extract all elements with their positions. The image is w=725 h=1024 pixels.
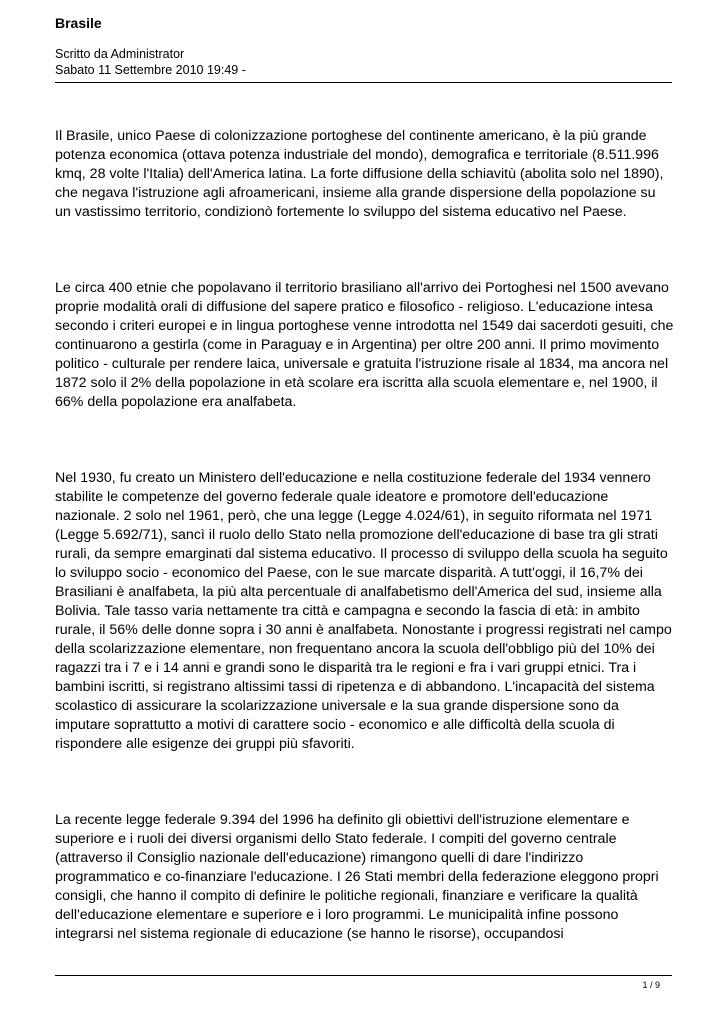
paragraph-3: Nel 1930, fu creato un Ministero dell'educazione e nella costituzione federale del 1934 vennero stabilite le competenze del governo federale quale ideatore e promotore dell'educazione nazionale. 2 solo nel 1961, però, che una legge (Legge 4.024/61), in seguito riformata nel 1971 (Legge 5.692/71), sancì il ruolo dello Stato nella promozione dell'educazione di base tra gli strati rurali, da sempre emarginati dal sistema educativo. Il processo di sviluppo della scuola ha seguito lo sviluppo socio - economico del Paese, con le sue marcate disparità. A tutt'oggi, il 16,7% dei Brasiliani è analfabeta, la più alta percentuale di analfabetismo dell'America del sud, insieme alla Bolivia. Tale tasso varia nettamente tra città e campagna e secondo la fascia di età: in ambito rurale, il 56% delle donne sopra i 30 anni è analfabeta. Nonostante i progressi registrati nel campo della scolarizzazione elementare, non frequentano ancora la scuola dell'obbligo più del 10% dei ragazzi tra i 7 e i 14 anni e grandi sono le disparità tra le regioni e fra i vari gruppi etnici. Tra i bambini iscritti, si registrano altissimi tassi di ripetenza e di abbandono. L'incapacità del sistema scolastico di assicurare la scolarizzazione universale e la sua grande dispersione sono da imputare soprattutto a motivi di carattere socio - economico e alle difficoltà della scuola di rispondere alle esigenze dei gruppi più sfavoriti. — [55, 470, 672, 752]
article-body — [55, 127, 675, 944]
paragraph-1: Il Brasile, unico Paese di colonizzazione portoghese del continente americano, è la più grande potenza economica (ottava potenza industriale del mondo), demografica e territoriale (8.511.996 kmq, 28 volte l'Italia) dell'America latina. La forte diffusione della schiavitù (abolita solo nel 1890), che negava l'istruzione agli afroamericani, insieme alla grande dispersione della popolazione su un vastissimo territorio, condizionò fortemente lo sviluppo del sistema educativo nel Paese. — [55, 128, 664, 220]
paragraph-2: Le circa 400 etnie che popolavano il territorio brasiliano all'arrivo dei Portoghesi nel 1500 avevano proprie modalità orali di diffusione del sapere pratico e filosofico - religioso. L'educazione intesa secondo i criteri europei e in lingua portoghese venne introdotta nel 1549 dai sacerdoti gesuiti, che continuarono a gestirla (come in Paraguay e in Argentina) per oltre 200 anni. Il primo movimento politico - culturale per rendere laica, universale e gratuita l'istruzione risale al 1834, ma ancora nel 1872 solo il 2% della popolazione in età scolare era iscritta alla scuola elementare e, nel 1900, il 66% della popolazione era analfabeta. — [55, 280, 674, 410]
page-title: Brasile — [55, 15, 102, 31]
author-line: Scritto da Administrator — [55, 47, 185, 61]
paragraph-4: La recente legge federale 9.394 del 1996 ha definito gli obiettivi dell'istruzione elementare e superiore e i ruoli dei diversi organismi dello Stato federale. I compiti del governo centrale (attraverso il Consiglio nazionale dell'educazione) rimangono quelli di dare l'indirizzo programmatico e co-finanziare l'educazione. I 26 Stati membri della federazione eleggono propri consigli, che hanno il compito di definire le politiche regionali, finanziare e verificare la qualità dell'educazione elementare e superiore e i loro programmi. Le municipalità infine possono integrarsi nel sistema regionale di educazione (se hanno le risorse), occupandosi — [55, 812, 659, 942]
page-number: 1 / 9 — [642, 980, 660, 990]
header-divider — [55, 82, 672, 83]
footer-divider — [55, 975, 672, 976]
date-line: Sabato 11 Settembre 2010 19:49 - — [55, 63, 246, 77]
article-meta — [55, 46, 246, 78]
